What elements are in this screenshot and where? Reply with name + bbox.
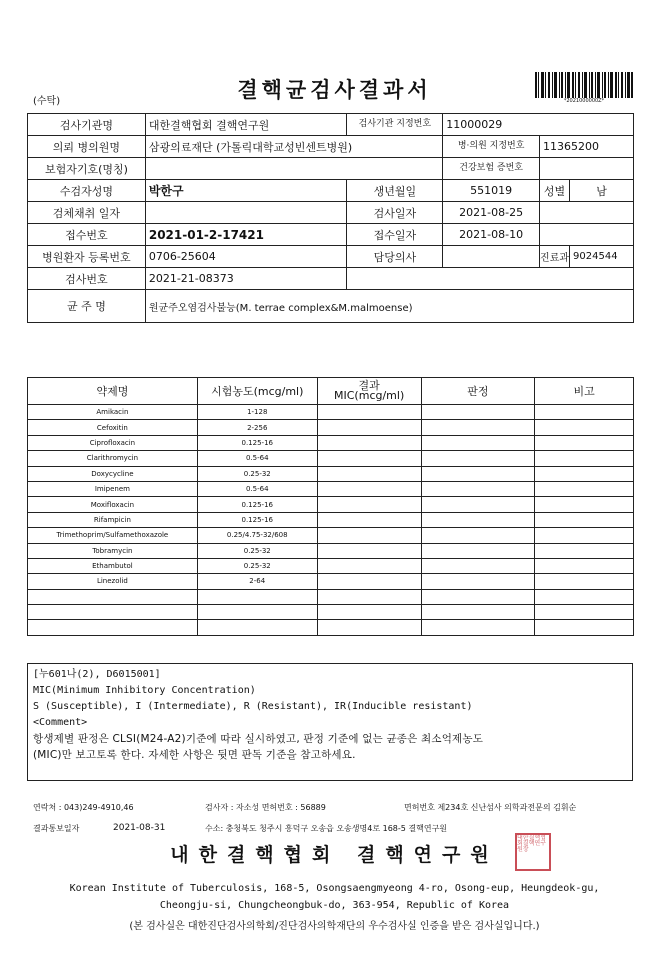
- remarks: [535, 528, 634, 543]
- info-table: [27, 113, 634, 323]
- dept-value: 9024544: [570, 246, 634, 268]
- mic-result: [317, 512, 421, 527]
- organism-label: 균 주 명: [28, 290, 146, 323]
- mic-result: [317, 543, 421, 558]
- interpretation: [421, 435, 535, 450]
- health-no-value: [540, 158, 634, 180]
- barcode: [535, 72, 633, 98]
- patient-label: 수검자성명: [28, 180, 146, 202]
- birth-date: 551019: [443, 180, 540, 202]
- test-range: 0.125-16: [197, 497, 317, 512]
- table-row: [28, 497, 634, 512]
- notes-comment-label: <Comment>: [33, 717, 88, 728]
- test-range: 0.25-32: [197, 543, 317, 558]
- collect-date: [145, 202, 347, 224]
- test-date-label: 검사일자: [347, 202, 443, 224]
- drug-name: Moxifloxacin: [28, 497, 198, 512]
- remarks: [535, 620, 634, 635]
- interpretation: [421, 466, 535, 481]
- insurer-label: 보험자기호(명칭): [28, 158, 146, 180]
- accession-label: 접수번호: [28, 224, 146, 246]
- mic-result: [317, 435, 421, 450]
- mic-result: [317, 558, 421, 573]
- report-date-label: 결과통보일자: [33, 824, 80, 833]
- interpretation: [421, 574, 535, 589]
- table-row: [28, 466, 634, 481]
- lab-name: 대한결핵협회 결핵연구원: [145, 114, 347, 136]
- table-row: [28, 558, 634, 573]
- drug-name: Ciprofloxacin: [28, 435, 198, 450]
- empty-cell: [540, 202, 634, 224]
- collect-label: 검체채취 일자: [28, 202, 146, 224]
- remarks: [535, 605, 634, 620]
- mic-result: [317, 451, 421, 466]
- test-range: 0.25-32: [197, 558, 317, 573]
- table-row: [28, 589, 634, 604]
- interpretation: [421, 420, 535, 435]
- dept-label: 진료과: [540, 246, 570, 268]
- clinic-label: 의뢰 병의원명: [28, 136, 146, 158]
- sex-value: 남: [570, 180, 634, 202]
- table-row: [28, 481, 634, 496]
- mic-result: [317, 405, 421, 420]
- interpretation: [421, 605, 535, 620]
- clinic-name: 삼광의료재단 (가톨릭대학교성빈센트병원): [145, 136, 442, 158]
- sex-label: 성별: [540, 180, 570, 202]
- drug-name: Clarithromycin: [28, 451, 198, 466]
- table-row: [28, 435, 634, 450]
- remarks: [535, 512, 634, 527]
- test-range: 0.25-32: [197, 466, 317, 481]
- header-mic-unit: MIC(mcg/ml): [334, 389, 405, 402]
- doctor-name: [443, 246, 540, 268]
- table-row: [28, 620, 634, 635]
- remarks: [535, 451, 634, 466]
- table-row: [28, 451, 634, 466]
- license-text: 면허번호 제234호 신난섬사 의학과전문의 김휘순: [404, 803, 577, 812]
- received-date: 2021-08-10: [443, 224, 540, 246]
- remarks: [535, 543, 634, 558]
- test-number: 2021-21-08373: [145, 268, 347, 290]
- mic-result: [317, 497, 421, 512]
- header-range: 시험농도(mcg/ml): [197, 378, 317, 405]
- phone-text: 연락처 : 043)249-4910,46: [33, 803, 134, 812]
- notes-mic: MIC(Minimum Inhibitory Concentration): [33, 685, 256, 696]
- table-row: [28, 512, 634, 527]
- empty-cell: [540, 224, 634, 246]
- report-date: 2021-08-31: [113, 823, 166, 833]
- birth-label: 생년월일: [347, 180, 443, 202]
- mic-result: [317, 605, 421, 620]
- test-range: [197, 620, 317, 635]
- test-no-label: 검사번호: [28, 268, 146, 290]
- test-date: 2021-08-25: [443, 202, 540, 224]
- remarks: [535, 466, 634, 481]
- table-row: [28, 574, 634, 589]
- lab-id-label: 검사기관 지정번호: [347, 114, 443, 136]
- empty-cell: [347, 268, 634, 290]
- organism-name: 원균주오염검사불능(M. terrae complex&M.malmoense): [145, 290, 633, 323]
- interpretation: [421, 620, 535, 635]
- interpretation: [421, 512, 535, 527]
- drug-name: Amikacin: [28, 405, 198, 420]
- remarks: [535, 481, 634, 496]
- test-range: 0.125-16: [197, 512, 317, 527]
- table-row: [28, 543, 634, 558]
- reg-number: 0706-25604: [145, 246, 347, 268]
- mic-result: [317, 574, 421, 589]
- test-range: 0.125-16: [197, 435, 317, 450]
- test-range: [197, 589, 317, 604]
- remarks: [535, 574, 634, 589]
- header-mic: [317, 378, 421, 405]
- mic-result: [317, 620, 421, 635]
- interpretation: [421, 558, 535, 573]
- test-range: 2-64: [197, 574, 317, 589]
- test-range: 0.25/4.75-32/608: [197, 528, 317, 543]
- drug-name: Cefoxitin: [28, 420, 198, 435]
- header-remarks: 비고: [535, 378, 634, 405]
- drug-name: Rifampicin: [28, 512, 198, 527]
- lab-name-label: 검사기관명: [28, 114, 146, 136]
- interpretation: [421, 481, 535, 496]
- health-no-label: 건강보험 증번호: [443, 158, 540, 180]
- doctor-label: 담당의사: [347, 246, 443, 268]
- interpretation: [421, 497, 535, 512]
- table-row: [28, 405, 634, 420]
- mic-result: [317, 481, 421, 496]
- reg-label: 병원환자 등록번호: [28, 246, 146, 268]
- interpretation: [421, 405, 535, 420]
- document-title: 결핵균검사결과서: [237, 77, 432, 102]
- clinic-id-label: 병·의원 지정번호: [443, 136, 540, 158]
- address-kr: 수소: 충청북도 청주시 흥덕구 오송읍 오송생명4로 168-5 결핵연구원: [205, 824, 448, 833]
- test-range: [197, 605, 317, 620]
- barcode-number: *2021000000Z*: [563, 98, 605, 104]
- drug-name: Doxycycline: [28, 466, 198, 481]
- drug-name: [28, 620, 198, 635]
- interpretation: [421, 589, 535, 604]
- drug-name: Tobramycin: [28, 543, 198, 558]
- remarks: [535, 405, 634, 420]
- remarks: [535, 558, 634, 573]
- organization-name: 내한결핵협회 결핵연구원: [170, 844, 499, 866]
- table-row: [28, 420, 634, 435]
- receipt-label: (수탁): [33, 96, 61, 107]
- remarks: [535, 497, 634, 512]
- notes-comment-line1: 항생제별 판정은 CLSI(M24-A2)기준에 따라 실시하였고, 판정 기준에 없는 균종은 최소억제농도: [33, 733, 484, 745]
- interpretation: [421, 528, 535, 543]
- drug-rows: [28, 405, 634, 636]
- drug-name: Ethambutol: [28, 558, 198, 573]
- address-en-line1: Korean Institute of Tuberculosis, 168-5, Osongsaengmyeong 4-ro, Osong-eup, Heungdeok-gu,: [69, 883, 600, 894]
- test-range: 0.5-64: [197, 451, 317, 466]
- drug-table: [27, 377, 634, 636]
- table-row: [28, 528, 634, 543]
- drug-name: Imipenem: [28, 481, 198, 496]
- test-range: 0.5-64: [197, 481, 317, 496]
- remarks: [535, 420, 634, 435]
- mic-result: [317, 589, 421, 604]
- interpretation: [421, 543, 535, 558]
- address-en-line2: Cheongju-si, Chungcheongbuk-do, 363-954, Republic of Korea: [159, 900, 510, 911]
- official-seal: 대한결핵협회결핵연구원장: [515, 833, 551, 871]
- insurer-value: [145, 158, 442, 180]
- received-label: 접수일자: [347, 224, 443, 246]
- test-range: 1-128: [197, 405, 317, 420]
- drug-name: Linezolid: [28, 574, 198, 589]
- test-range: 2-256: [197, 420, 317, 435]
- examiner-text: 검사자 : 자소성 면허번호 : 56889: [205, 803, 326, 812]
- certification-text: (본 검사실은 대한진단검사의학회/진단검사의학재단의 우수검사실 인증을 받은 검사실입니다.): [129, 921, 540, 932]
- drug-name: [28, 605, 198, 620]
- remarks: [535, 589, 634, 604]
- remarks: [535, 435, 634, 450]
- header-interpretation: 판정: [421, 378, 535, 405]
- header-drug: 약제명: [28, 378, 198, 405]
- mic-result: [317, 420, 421, 435]
- lab-id: 11000029: [443, 114, 634, 136]
- mic-result: [317, 528, 421, 543]
- mic-result: [317, 466, 421, 481]
- header-result: 결과: [358, 379, 380, 392]
- accession-number: 2021-01-2-17421: [145, 224, 347, 246]
- table-row: [28, 605, 634, 620]
- notes-code: [누601나(2), D6015001]: [33, 669, 161, 680]
- notes-box: [27, 663, 633, 781]
- clinic-id: 11365200: [540, 136, 634, 158]
- drug-name: [28, 589, 198, 604]
- notes-legend: S (Susceptible), I (Intermediate), R (Resistant), IR(Inducible resistant): [33, 701, 473, 712]
- patient-name: 박한구: [145, 180, 347, 202]
- notes-comment-line2: (MIC)만 보고토록 한다. 자세한 사항은 뒷면 판독 기준을 참고하세요.: [33, 749, 356, 761]
- interpretation: [421, 451, 535, 466]
- drug-name: Trimethoprim/Sulfamethoxazole: [28, 528, 198, 543]
